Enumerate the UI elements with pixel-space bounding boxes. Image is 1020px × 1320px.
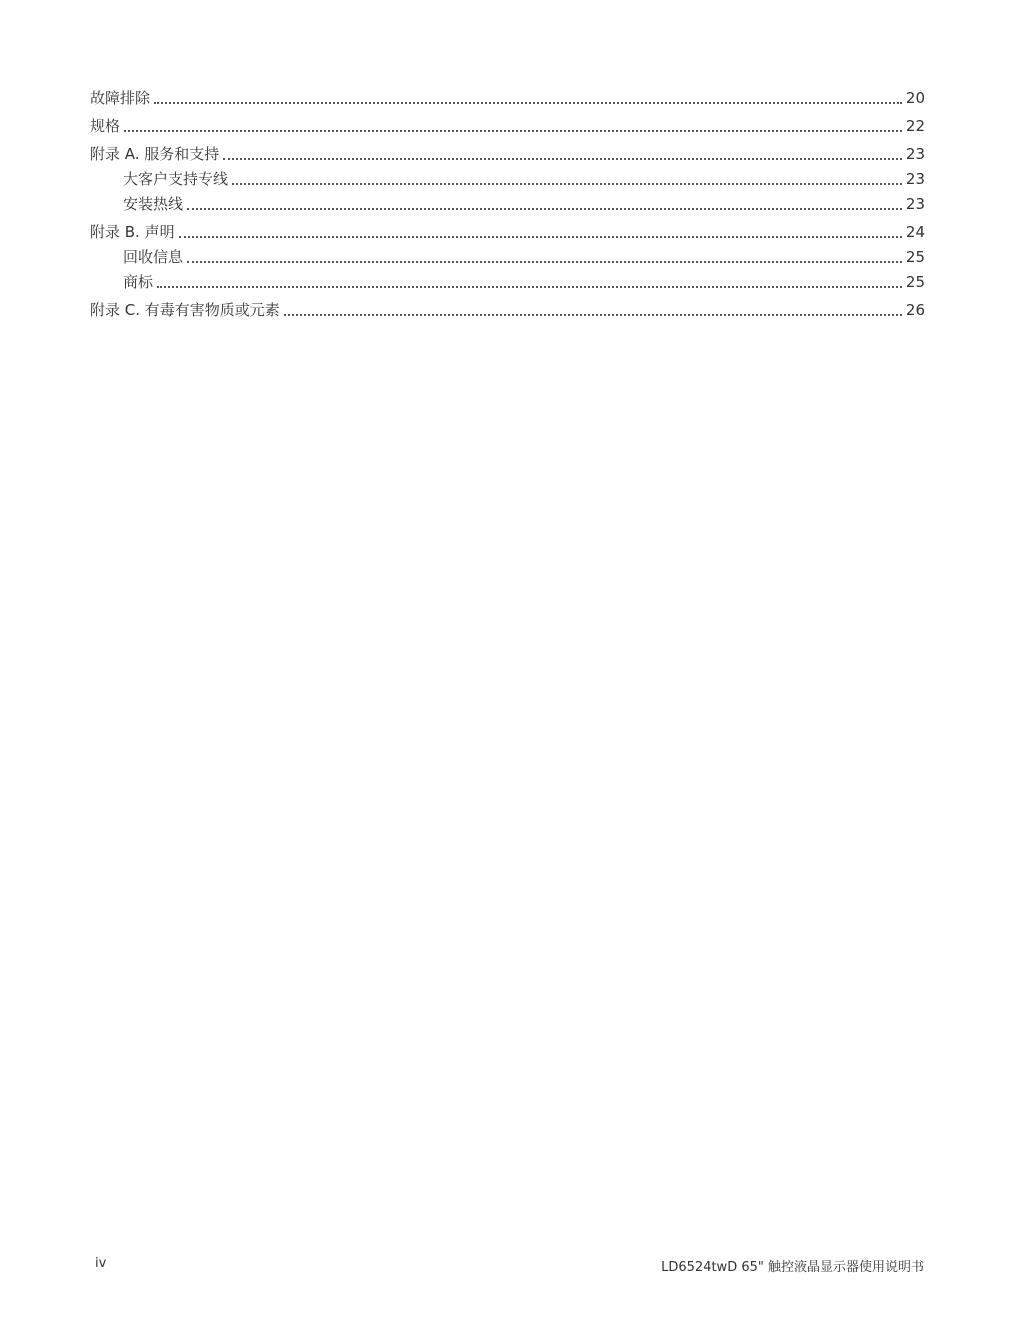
toc-entry-appendix-c[interactable] [90,300,925,320]
footer-document-title: LD6524twD 65" 触控液晶显示器使用说明书 [661,1260,924,1275]
toc-leader-dots [187,261,902,263]
toc-entry-key-account-hotline[interactable] [90,169,925,189]
toc-entry-page: 25 [905,273,925,291]
toc-leader-dots [232,183,902,185]
toc-leader-dots [157,286,902,288]
toc-entry-page: 25 [905,248,925,266]
toc-entry-title: 商标 [123,273,154,291]
toc-entry-trademarks[interactable] [90,272,925,292]
toc-leader-dots [154,102,902,104]
toc-entry-troubleshooting[interactable] [90,88,925,108]
toc-entry-page: 23 [905,170,925,188]
toc-entry-specifications[interactable] [90,116,925,136]
toc-entry-title: 附录 C. 有毒有害物质或元素 [90,301,280,319]
toc-entry-page: 24 [905,223,925,241]
toc-entry-title: 回收信息 [123,248,184,266]
toc-entry-appendix-a[interactable] [90,144,925,164]
toc-entry-title: 安装热线 [123,195,184,213]
toc-leader-dots [124,130,902,132]
toc-entry-title: 附录 B. 声明 [90,223,175,241]
toc-entry-recycling-info[interactable] [90,247,925,267]
toc-entry-title: 大客户支持专线 [123,170,229,188]
toc-entry-page: 20 [905,89,925,107]
toc-leader-dots [179,236,902,238]
toc-entry-title: 规格 [90,117,121,135]
toc-entry-page: 22 [905,117,925,135]
toc-entry-installation-hotline[interactable] [90,194,925,214]
toc-leader-dots [187,208,902,210]
toc-leader-dots [223,158,902,160]
toc-entry-title: 故障排除 [90,89,151,107]
toc-entry-page: 26 [905,301,925,319]
toc-entry-page: 23 [905,195,925,213]
toc-entry-page: 23 [905,145,925,163]
footer-page-number: iv [95,1256,107,1271]
toc-entry-appendix-b[interactable] [90,222,925,242]
table-of-contents [90,88,925,320]
toc-leader-dots [284,314,902,316]
toc-entry-title: 附录 A. 服务和支持 [90,145,220,163]
